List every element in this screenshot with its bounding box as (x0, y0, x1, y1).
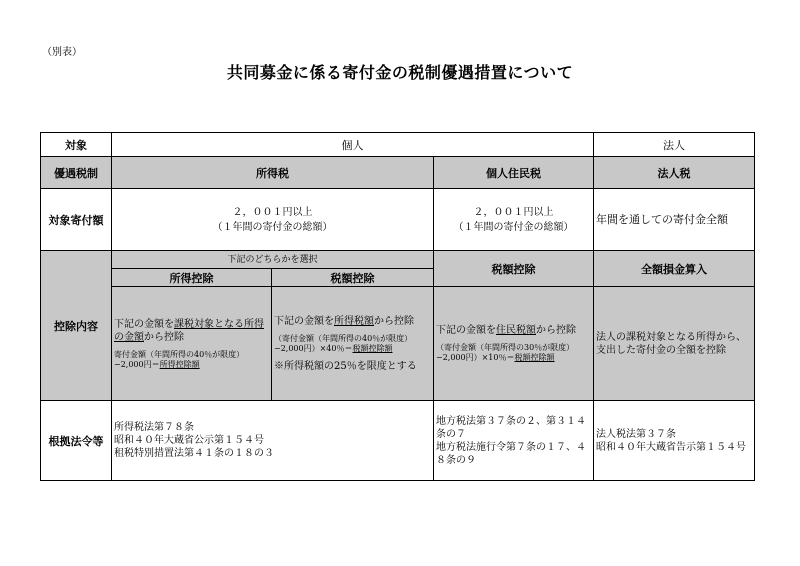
resident-credit-formula1: （寄付金額（年間所得の30％が限度） (436, 343, 575, 352)
amount-income (112, 189, 434, 251)
row-deduction-label: 控除内容 (41, 251, 112, 401)
tax-income: 所得税 (112, 157, 434, 189)
corporate-full-heading: 全額損金算入 (594, 251, 755, 287)
law-resident (434, 401, 594, 481)
row-tax-label: 優遇税制 (41, 157, 112, 189)
row-deduction-body (41, 287, 755, 401)
tax-credit-text-pre: 下記の金額を (274, 315, 334, 327)
tax-corporate: 法人税 (594, 157, 755, 189)
choose-note: 下記のどちらかを選択 (112, 251, 434, 269)
law-corporate-1: 法人税法第３７条 (596, 428, 677, 440)
income-deduction-heading: 所得控除 (112, 269, 272, 287)
subject-corporate: 法人 (594, 133, 755, 157)
tax-credit-text-post: から控除 (374, 315, 414, 327)
resident-credit-text-pre: 下記の金額を (436, 325, 496, 336)
row-subject-label: 対象 (41, 133, 112, 157)
law-income-2: 昭和４０年大蔵省公示第１５４号 (114, 435, 264, 446)
law-resident-1: 地方税法第３７条の２、第３１４条の７ (436, 415, 586, 440)
resident-credit-heading: 税額控除 (434, 251, 594, 287)
row-amount (41, 189, 755, 251)
income-deduction-body (112, 287, 272, 401)
amount-income-line1: ２，００１円以上 (232, 206, 313, 218)
amount-resident (434, 189, 594, 251)
tax-resident: 個人住民税 (434, 157, 594, 189)
income-deduction-formula2-pre: −2,000円＝ (114, 359, 160, 369)
resident-credit-text-post: から控除 (536, 325, 576, 336)
resident-credit-formula2-u: 税額控除額 (514, 353, 555, 362)
income-deduction-formula2-u: 所得控除額 (159, 359, 200, 369)
tax-credit-formula1: （寄付金額（年間所得の40％が限度） (274, 333, 413, 343)
tax-credit-text-u: 所得税額 (334, 315, 374, 327)
tax-credit-formula2-u: 税額控除額 (352, 343, 393, 353)
page-title: 共同募金に係る寄付金の税制優遇措置について (226, 63, 574, 82)
income-deduction-text-u: 課税対象となる所得の金額 (114, 318, 264, 343)
row-law (41, 401, 755, 481)
amount-resident-line2: （１年間の寄付金の総額） (453, 221, 574, 233)
tax-credit-body (272, 287, 434, 401)
subject-individual: 個人 (112, 133, 594, 157)
law-income-1: 所得税法第７８条 (114, 422, 194, 433)
row-law-label: 根拠法令等 (41, 401, 112, 481)
amount-resident-line1: ２，００１円以上 (473, 206, 554, 218)
corporate-full-body: 法人の課税対象となる所得から、支出した寄付金の全額を控除 (594, 287, 755, 401)
resident-credit-body (434, 287, 594, 401)
row-deduction-note (41, 251, 755, 269)
law-income (112, 401, 434, 481)
resident-credit-formula2-pre: −2,000円）×10％＝ (436, 353, 515, 362)
resident-credit-text-u: 住民税額 (496, 325, 536, 336)
tax-benefit-table (40, 132, 755, 481)
row-tax (41, 157, 755, 189)
row-amount-label: 対象寄付額 (41, 189, 112, 251)
amount-corporate: 年間を通しての寄付金全額 (594, 189, 755, 251)
law-corporate (594, 401, 755, 481)
annex-label: （別表） (42, 47, 82, 58)
amount-income-line2: （１年間の寄付金の総額） (212, 221, 333, 233)
income-deduction-text-post: から控除 (144, 331, 184, 343)
law-resident-2: 地方税法施行令第７条の１７、４８条の９ (436, 441, 586, 466)
income-deduction-formula1: 寄付金額（年間所得の40％が限度） (114, 349, 245, 359)
tax-credit-heading: 税額控除 (272, 269, 434, 287)
income-deduction-text-pre: 下記の金額を (114, 318, 174, 330)
tax-credit-formula2-pre: −2,000円）×40％＝ (274, 343, 353, 353)
tax-credit-note: ※所得税額の25％を限度とする (274, 360, 417, 372)
row-subject (41, 133, 755, 157)
law-income-3: 租税特別措置法第４１条の１８の３ (114, 448, 274, 459)
law-corporate-2: 昭和４０年大蔵省告示第１５４号 (596, 441, 747, 453)
